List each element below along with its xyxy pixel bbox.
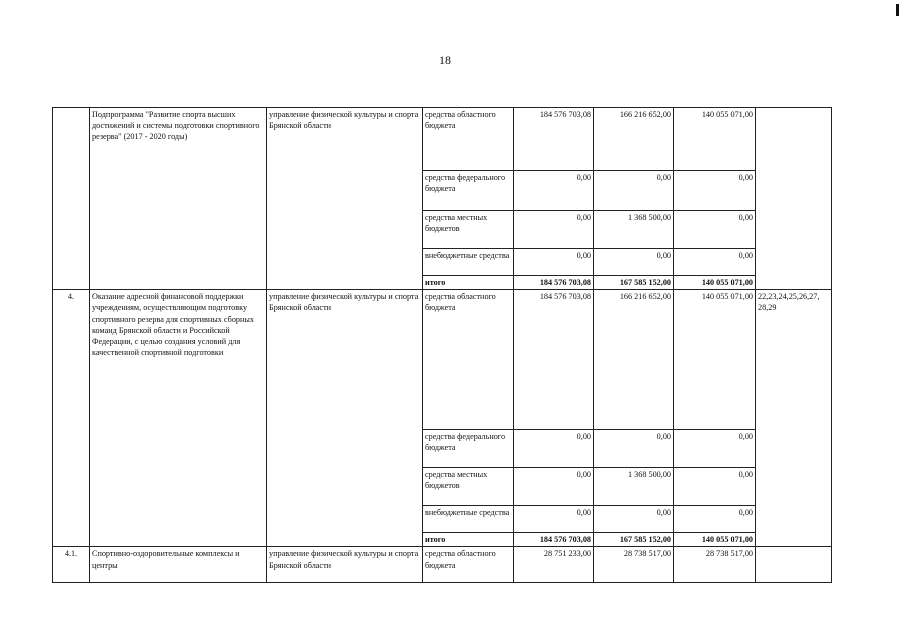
budget-table (52, 107, 832, 583)
value-cell: 166 216 652,00 (594, 290, 674, 430)
value-cell: 0,00 (514, 171, 594, 211)
activity-name: Подпрограмма "Развитие спорта высших достижений и системы подготовки спортивного резерва" (2017 - 2020 годы) (90, 108, 267, 290)
target-indicators: 22,23,24,25,26,27, 28,29 (756, 290, 832, 547)
total-label: итого (423, 276, 514, 290)
value-cell: 28 751 233,00 (514, 547, 594, 583)
source-label: средства областного бюджета (423, 108, 514, 171)
value-cell: 140 055 071,00 (674, 290, 756, 430)
value-cell: 0,00 (674, 506, 756, 533)
value-cell: 0,00 (594, 506, 674, 533)
target-indicators (756, 108, 832, 290)
executor: управление физической культуры и спорта Брянской области (267, 547, 423, 583)
row-number (53, 108, 90, 290)
value-cell: 0,00 (514, 249, 594, 276)
total-value: 184 576 703,08 (514, 276, 594, 290)
executor: управление физической культуры и спорта Брянской области (267, 290, 423, 547)
table-row (53, 290, 832, 430)
value-cell: 0,00 (594, 430, 674, 468)
value-cell: 0,00 (514, 506, 594, 533)
value-cell: 1 368 500,00 (594, 468, 674, 506)
value-cell: 28 738 517,00 (594, 547, 674, 583)
total-value: 167 585 152,00 (594, 533, 674, 547)
value-cell: 166 216 652,00 (594, 108, 674, 171)
source-label: средства местных бюджетов (423, 468, 514, 506)
value-cell: 0,00 (674, 211, 756, 249)
source-label: средства областного бюджета (423, 547, 514, 583)
value-cell: 184 576 703,08 (514, 290, 594, 430)
value-cell: 0,00 (594, 171, 674, 211)
value-cell: 0,00 (674, 249, 756, 276)
scan-edge-mark (896, 4, 899, 16)
source-label: средства федерального бюджета (423, 171, 514, 211)
value-cell: 0,00 (674, 171, 756, 211)
total-value: 140 055 071,00 (674, 276, 756, 290)
source-label: средства местных бюджетов (423, 211, 514, 249)
value-cell: 0,00 (514, 468, 594, 506)
value-cell: 184 576 703,08 (514, 108, 594, 171)
source-label: внебюджетные средства (423, 249, 514, 276)
activity-name: Оказание адресной финансовой поддержки учреждениям, осуществляющим подготовку спортивного резерва для спортивных сборных команд Брянской области и Российской Федерации, с целью создания условий для качественной спортивной подготовки (90, 290, 267, 547)
executor: управление физической культуры и спорта Брянской области (267, 108, 423, 290)
value-cell: 0,00 (514, 211, 594, 249)
activity-name: Спортивно-оздоровительные комплексы и центры (90, 547, 267, 583)
total-label: итого (423, 533, 514, 547)
value-cell: 140 055 071,00 (674, 108, 756, 171)
total-value: 184 576 703,08 (514, 533, 594, 547)
value-cell: 28 738 517,00 (674, 547, 756, 583)
value-cell: 0,00 (674, 468, 756, 506)
table-row (53, 547, 832, 583)
value-cell: 0,00 (594, 249, 674, 276)
row-number: 4.1. (53, 547, 90, 583)
value-cell: 1 368 500,00 (594, 211, 674, 249)
target-indicators (756, 547, 832, 583)
source-label: средства областного бюджета (423, 290, 514, 430)
value-cell: 0,00 (674, 430, 756, 468)
total-value: 140 055 071,00 (674, 533, 756, 547)
row-number: 4. (53, 290, 90, 547)
total-value: 167 585 152,00 (594, 276, 674, 290)
source-label: внебюджетные средства (423, 506, 514, 533)
source-label: средства федерального бюджета (423, 430, 514, 468)
value-cell: 0,00 (514, 430, 594, 468)
page-number: 18 (439, 53, 451, 67)
table-row (53, 108, 832, 171)
